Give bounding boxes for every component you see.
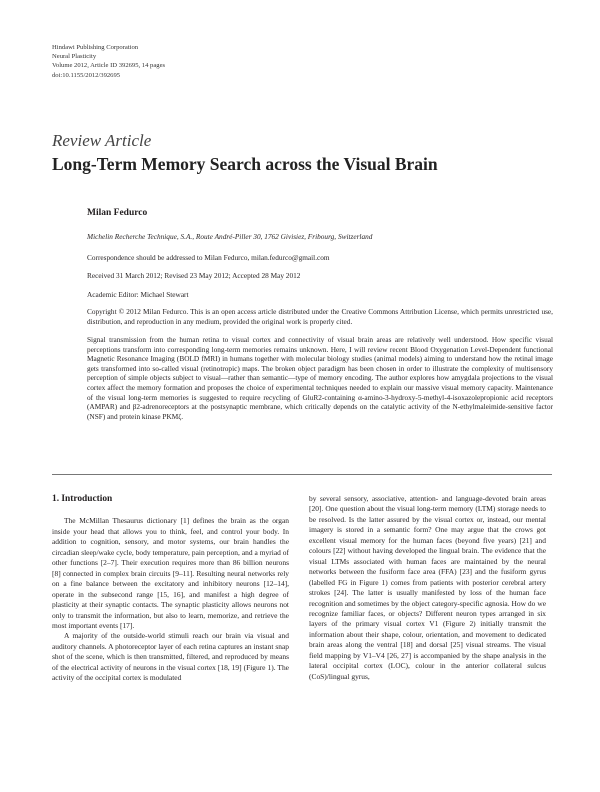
section-divider (52, 474, 552, 475)
copyright-notice: Copyright © 2012 Milan Fedurco. This is an open access article distributed under the Creative Commons Attribution License, which permits unrestricted use, distribution, and reproduction in any medium, provided the original work is properly cited. (87, 307, 553, 327)
author-name: Milan Fedurco (87, 208, 148, 218)
article-type: Review Article (52, 131, 152, 150)
right-column (309, 494, 546, 682)
section-heading: 1. Introduction (52, 494, 113, 504)
volume-line: Volume 2012, Article ID 392695, 14 pages (52, 62, 166, 70)
journal-header (52, 43, 165, 80)
paper-title: Long-Term Memory Search across the Visual Brain (52, 154, 438, 174)
intro-paragraph-continued: by several sensory, associative, attention- and language-devoted brain areas [20]. One question about the visual long-term memory (LTM) storage needs to be resolved. Is the latter assured by the visual cortex or, instead, our mental imagery is stored in a semantic form? One may argue that the crows got excellent visual memory for the human faces (beyond five years) [21] and colours [22] without having developed the lingual brain. The evidence that the visual LTMs associated with human faces are maintained by the neural networks between the fusiform face area (FFA) [23] and the fusiform gyrus (labelled FG in Figure 1) comes from patients with posterior cerebral artery strokes [24]. The latter is usually manifested by loss of the human face recognition and sometimes by the object category-specific agnosia. How do we recognize familiar faces, or objects? Different neuron types arranged in six layers of the primary visual cortex V1 (Figure 2) initially transmit the information about their shape, colour, orientation, and movement to dedicated brain areas along the ventral [18] and dorsal [25] visual streams. The visual field mapping by V1–V4 [26, 27] is accompanied by the shape analysis in the lateral occipital cortex (LOC), colour in the anterior collateral sulcus (CoS)/lingual gyrus, (309, 494, 546, 681)
intro-paragraph-2: A majority of the outside-world stimuli reach our brain via visual and auditory channels. A photoreceptor layer of each retina captures an instant snap shot of the scene, which is then transmitted, filtered, and reproduced by means of the electrical activity of neurons in the visual cortex [18, 19] (Figure 1). The activity of the occipital cortex is modulated (52, 631, 289, 683)
publisher-line: Hindawi Publishing Corporation (52, 44, 139, 51)
affiliation: Michelin Recherche Technique, S.A., Route André-Piller 30, 1762 Givisiez, Fribourg, Switzerland (87, 232, 373, 241)
abstract: Signal transmission from the human retina to visual cortex and connectivity of visual brain areas are relatively well understood. How specific visual perceptions transform into corresponding long-term memories remains unknown. Here, I will review recent Blood Oxygenation Level-Dependent functional Magnetic Resonance Imaging (BOLD fMRI) in humans together with molecular biology studies (animal models) aiming to understand how the retinal image gets transformed into so-called visual (retinotropic) maps. The broken object paradigm has been chosen in order to illustrate the complexity of multisensory perception of simple objects subject to visual—rather than semantic—type of memory encoding. The author explores how amygdala projections to the visual cortex affect the memory formation and proposes the choice of experimental techniques needed to explain our massive visual memory capacity. Maintenance of the visual long-term memories is suggested to require recycling of GluR2-containing α-amino-3-hydroxy-5-methyl-4-isoxazolepropionic acid receptors (AMPAR) and β2-adrenoreceptors at the postsynaptic membrane, which critically depends on the catalytic activity of the N-ethylmaleimide-sensitive factor (NSF) and protein kinase PKMζ. (87, 335, 553, 421)
doi-line: doi:10.1155/2012/392695 (52, 71, 121, 79)
left-column (52, 494, 289, 684)
journal-name: Neural Plasticity (52, 53, 97, 61)
dates-line: Received 31 March 2012; Revised 23 May 2012; Accepted 28 May 2012 (87, 271, 301, 280)
academic-editor: Academic Editor: Michael Stewart (87, 290, 189, 299)
intro-paragraph-1: The McMillan Thesaurus dictionary [1] defines the brain as the organ inside your head that allows you to think, feel, and control your body. In addition to cognition, sensory, and motor systems, our brain handles the circadian sleep/wake cycle, body temperature, pain perception, and a myriad of other functions [2–7]. Their execution requires more than 86 billion neurons [8] connected in complex brain circuits [9–11]. Resulting neural networks rely on a fine balance between the excitatory and inhibitory neurons [12–14], operate in the subsecond range [15, 16], and manifest a high degree of plasticity at their synaptic contacts. The synaptic plasticity allows neurons not only to transmit the information, but also to learn, memorize, and retrieve the most important events [17]. (52, 516, 289, 630)
correspondence: Correspondence should be addressed to Milan Fedurco, milan.fedurco@gmail.com (87, 253, 330, 262)
